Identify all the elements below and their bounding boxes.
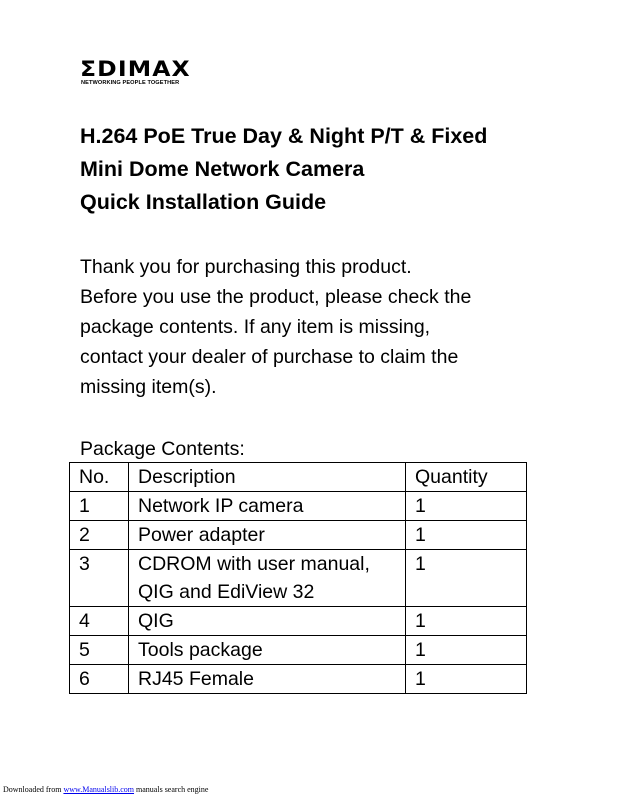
intro-paragraph [80,252,550,402]
row-no: 4 [70,607,129,636]
row-no: 6 [70,665,129,694]
table-row [70,607,527,636]
intro-line: contact your dealer of purchase to claim the [80,346,459,368]
table-row [70,521,527,550]
row-quantity: 1 [406,492,527,521]
download-footer [3,785,208,794]
footer-suffix: manuals search engine [134,785,209,794]
logo-wordmark: ΣDIMAX [80,57,191,81]
row-quantity: 1 [406,665,527,694]
table-row [70,550,527,607]
row-description: QIG [129,607,406,636]
table-row [70,636,527,665]
row-no: 3 [70,550,129,607]
row-quantity: 1 [406,521,527,550]
row-description-line: QIG and EdiView 32 [138,581,315,603]
header-no: No. [70,463,129,492]
logo-tagline: NETWORKING PEOPLE TOGETHER [81,80,180,86]
intro-line: Before you use the product, please check the [80,286,472,308]
row-quantity: 1 [406,550,527,607]
row-quantity: 1 [406,636,527,665]
package-contents-caption: Package Contents: [80,438,245,460]
intro-line: missing item(s). [80,376,217,398]
intro-line: Thank you for purchasing this product. [80,256,412,278]
document-title [80,120,487,219]
package-contents-table [69,462,527,694]
row-description: Tools package [129,636,406,665]
row-no: 1 [70,492,129,521]
title-line: H.264 PoE True Day & Night P/T & Fixed [80,124,488,148]
row-quantity: 1 [406,607,527,636]
row-description: Network IP camera [129,492,406,521]
row-description: Power adapter [129,521,406,550]
header-quantity: Quantity [406,463,527,492]
row-description [129,550,406,607]
edimax-logo [80,58,200,88]
header-description: Description [129,463,406,492]
row-description-line: CDROM with user manual, [138,553,370,575]
row-no: 2 [70,521,129,550]
table-row [70,492,527,521]
title-line: Mini Dome Network Camera [80,157,365,181]
row-no: 5 [70,636,129,665]
footer-prefix: Downloaded from [3,785,64,794]
intro-line: package contents. If any item is missing, [80,316,431,338]
row-description: RJ45 Female [129,665,406,694]
table-row [70,665,527,694]
manualslib-link[interactable]: www.Manualslib.com [63,785,135,794]
table-header-row [70,463,527,492]
title-line: Quick Installation Guide [80,190,327,214]
